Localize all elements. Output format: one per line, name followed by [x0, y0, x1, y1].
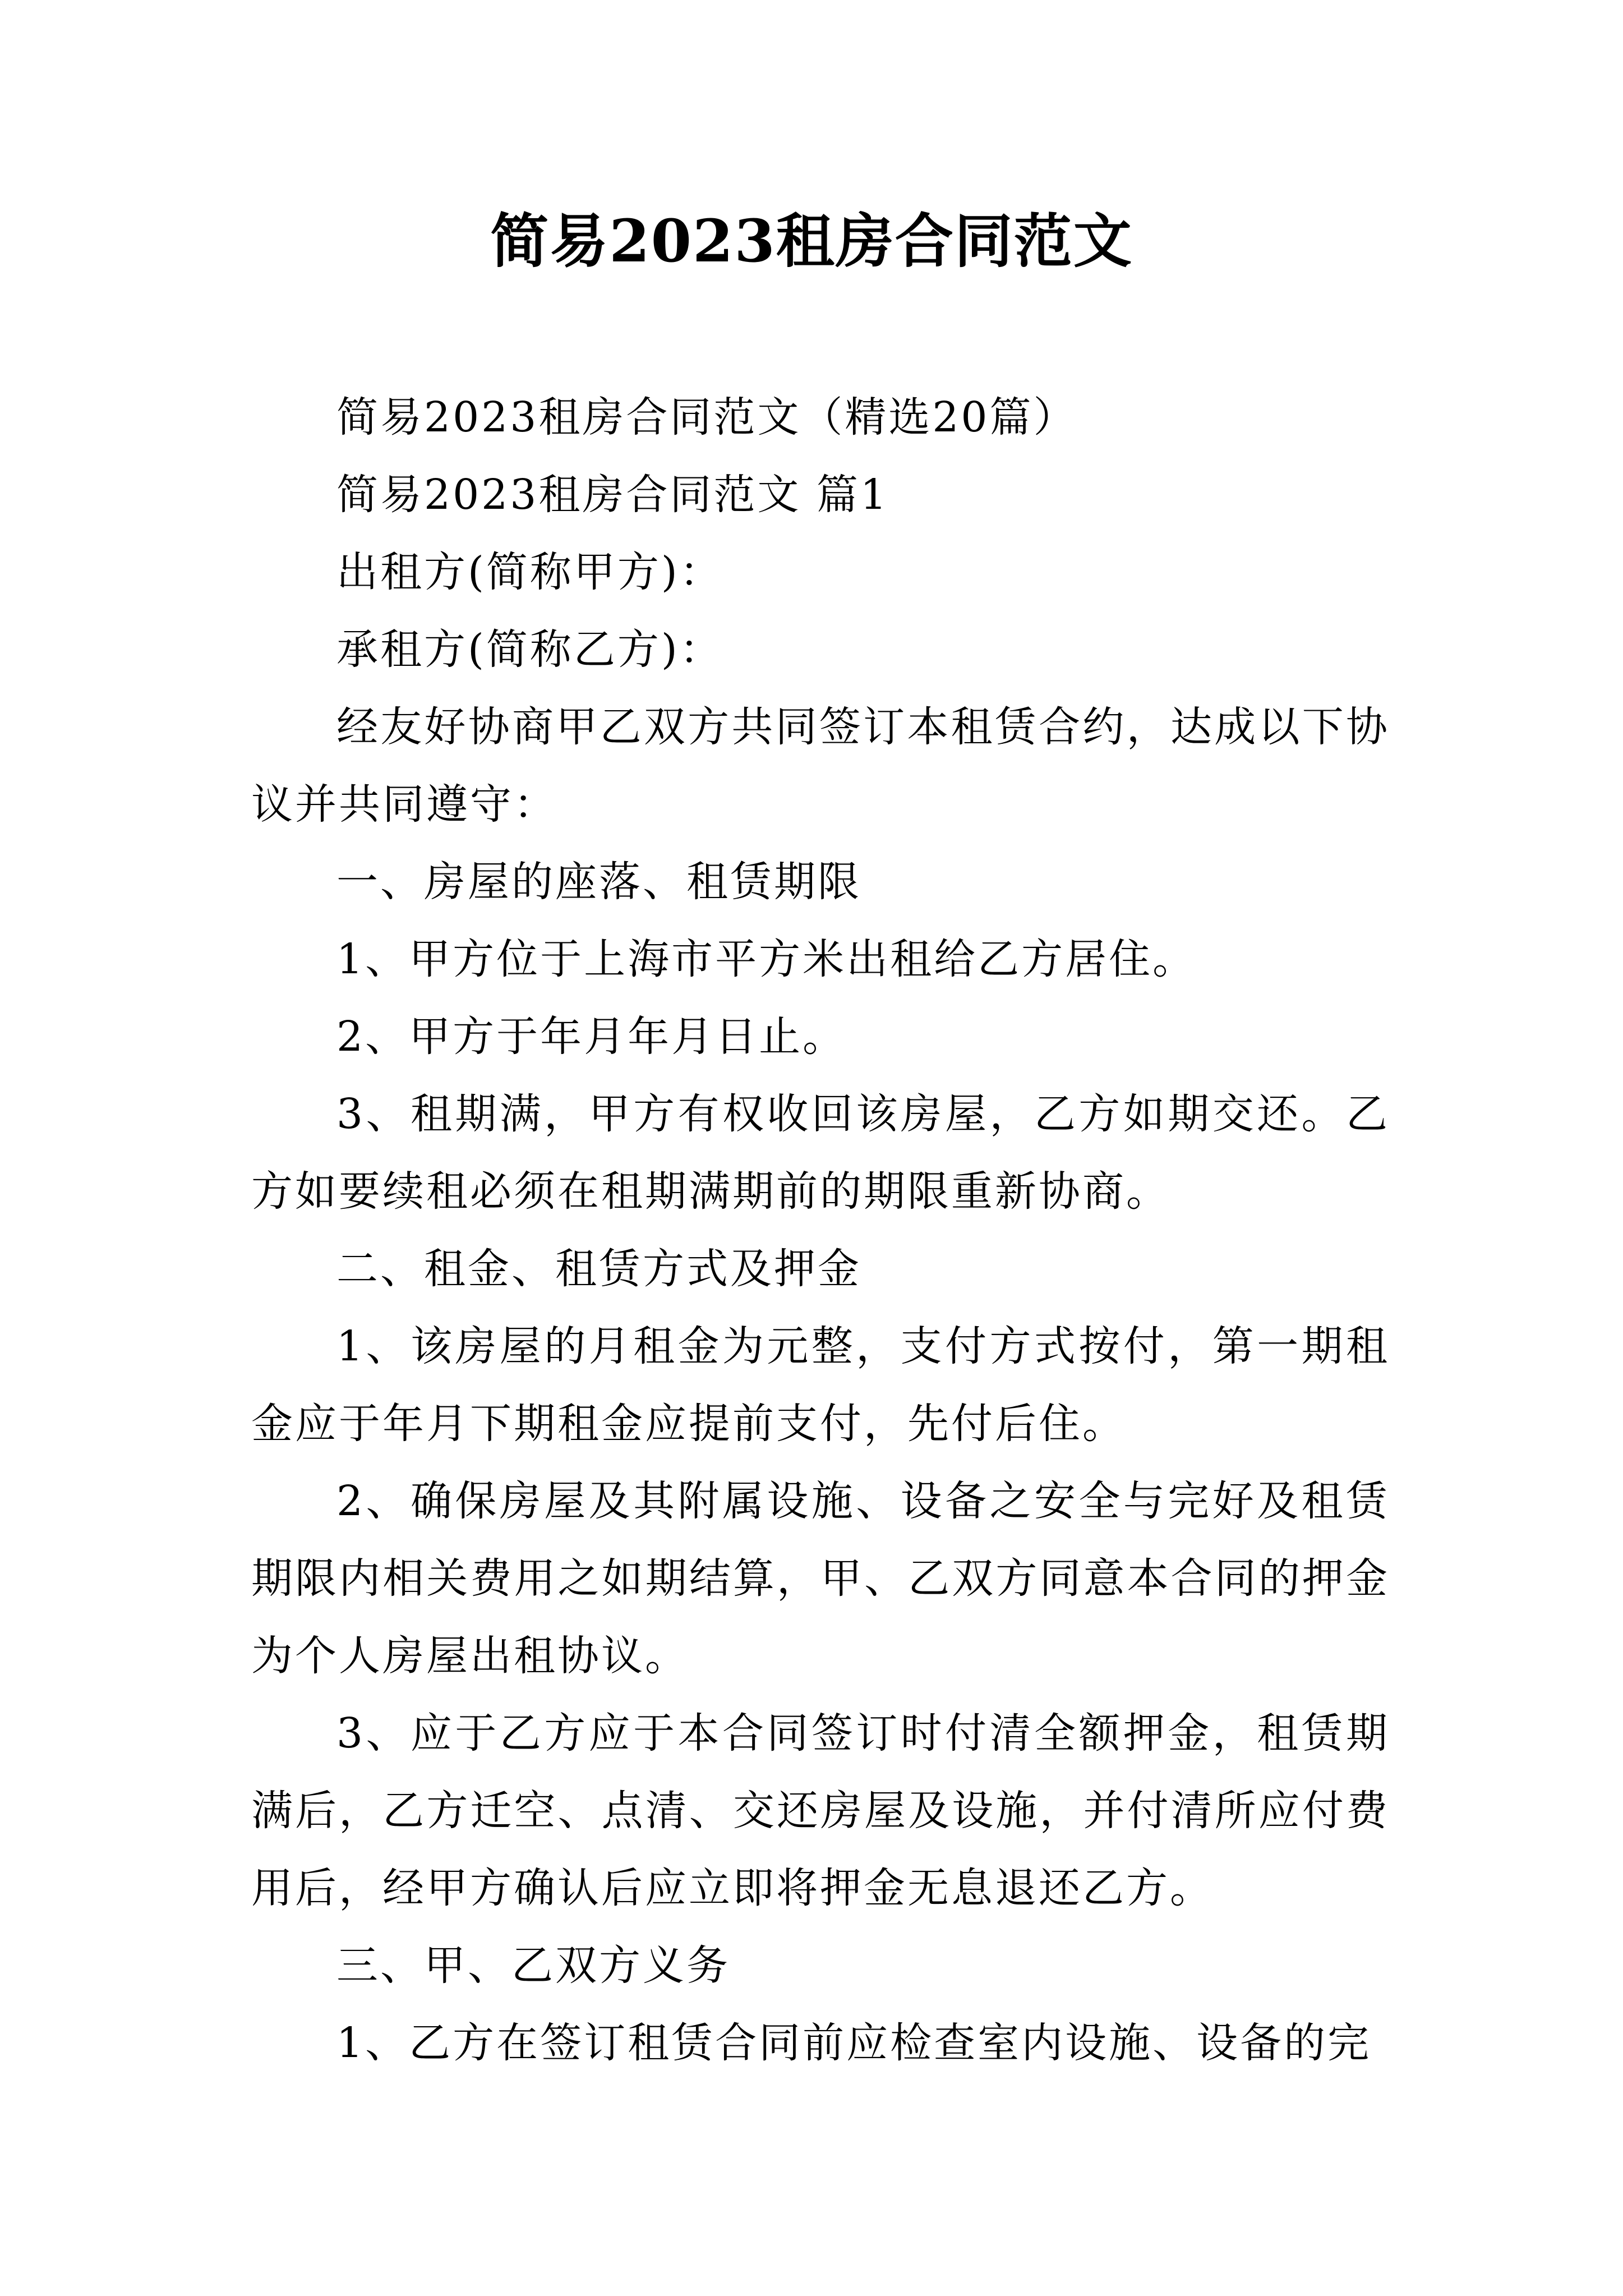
clause-1-3: 3、租期满，甲方有权收回该房屋，乙方如期交还。乙方如要续租必须在租期满期前的期限重新协商。	[251, 1090, 1390, 1216]
clause-3-1: 1、乙方在签订租赁合同前应检查室内设施、设备的完	[336, 2019, 1372, 2067]
document-title: 简易2023租房合同范文	[490, 206, 1133, 275]
section-heading-rent-deposit: 二、租金、租赁方式及押金	[336, 1245, 861, 1293]
paragraph-article-heading: 简易2023租房合同范文 篇1	[336, 471, 889, 519]
paragraph-collection-heading: 简易2023租房合同范文（精选20篇）	[336, 393, 1077, 441]
clause-1-2: 2、甲方于年月年月日止。	[336, 1013, 847, 1061]
document-body	[251, 379, 1390, 2082]
clause-2-1: 1、该房屋的月租金为元整，支付方式按付，第一期租金应于年月下期租金应提前支付，先付后住。	[251, 1322, 1390, 1448]
clause-2-3: 3、应于乙方应于本合同签订时付清全额押金，租赁期满后，乙方迁空、点清、交还房屋及设施，并付清所应付费用后，经甲方确认后应立即将押金无息退还乙方。	[251, 1709, 1390, 1912]
clause-2-2: 2、确保房屋及其附属设施、设备之安全与完好及租赁期限内相关费用之如期结算，甲、乙双方同意本合同的押金为个人房屋出租协议。	[251, 1477, 1390, 1680]
paragraph-lessor: 出租方(简称甲方)：	[336, 548, 723, 596]
section-heading-location-term: 一、房屋的座落、租赁期限	[336, 858, 861, 906]
paragraph-preamble: 经友好协商甲乙双方共同签订本租赁合约，达成以下协议并共同遵守：	[251, 703, 1390, 829]
section-heading-obligations: 三、甲、乙双方义务	[336, 1941, 730, 1990]
paragraph-lessee: 承租方(简称乙方)：	[336, 625, 723, 674]
clause-1-1: 1、甲方位于上海市平方米出租给乙方居住。	[336, 935, 1197, 983]
